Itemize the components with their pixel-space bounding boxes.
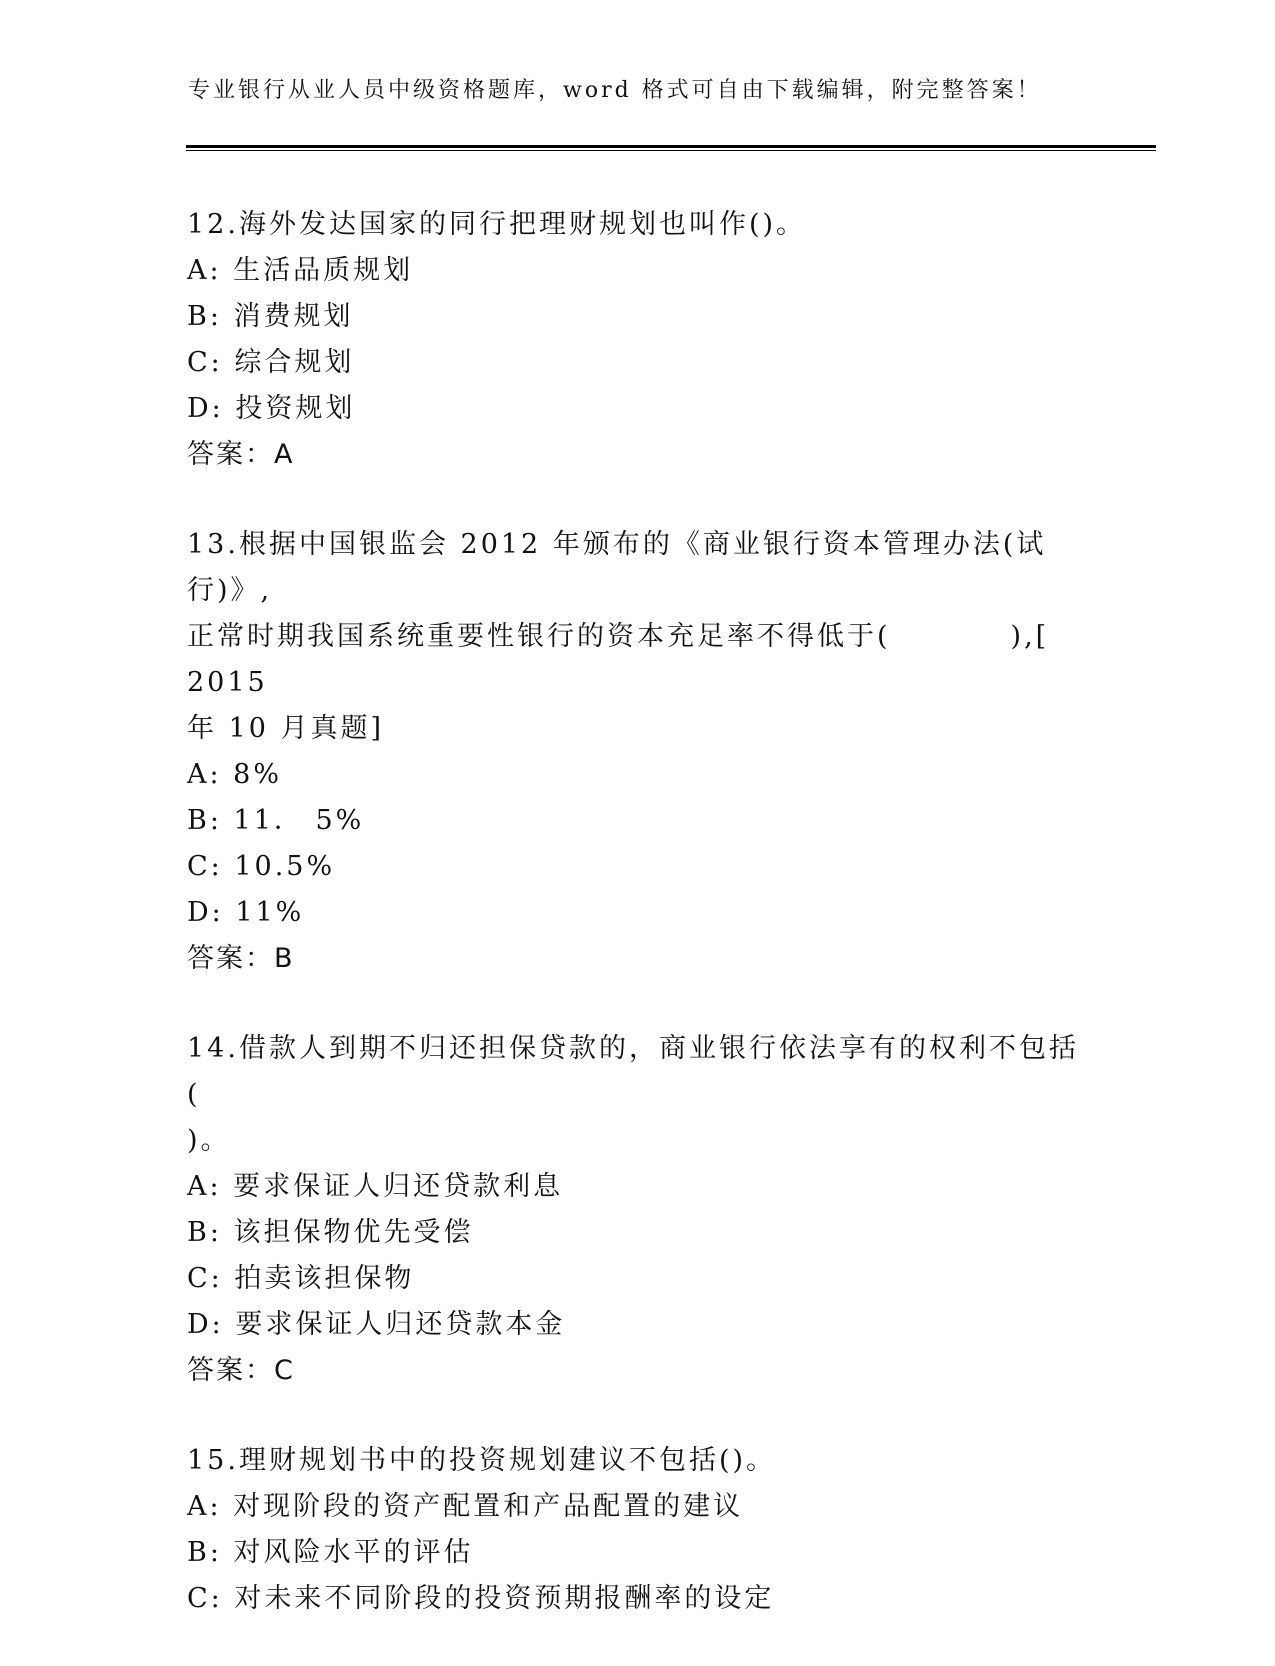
option-d: D: 要求保证人归还贷款本金: [187, 1309, 566, 1340]
question-stem: 12.海外发达国家的同行把理财规划也叫作()。: [187, 209, 807, 240]
header-divider: [186, 145, 1156, 153]
option-b: B: 消费规划: [187, 301, 354, 332]
question-stem-line-2: )。: [187, 1125, 231, 1156]
option-b: B: 11． 5%: [187, 805, 365, 836]
answer-line: 答案：A: [187, 439, 295, 470]
question-14: [187, 1026, 1087, 1394]
option-c: C: 10.5%: [187, 851, 336, 882]
option-b: B: 该担保物优先受偿: [187, 1217, 474, 1248]
answer-line: 答案：B: [187, 943, 295, 974]
option-c: C: 综合规划: [187, 347, 355, 378]
option-a: A: 8%: [187, 759, 283, 790]
question-stem-line-1: 14.借款人到期不归还担保贷款的，商业银行依法享有的权利不包括(: [187, 1033, 1079, 1110]
option-d: D: 投资规划: [187, 393, 356, 424]
option-a: A: 生活品质规划: [187, 255, 414, 286]
option-b: B: 对风险水平的评估: [187, 1537, 474, 1568]
option-c: C: 对未来不同阶段的投资预期报酬率的设定: [187, 1583, 775, 1614]
question-stem-line-3: 年 10 月真题]: [187, 713, 385, 744]
option-a: A: 对现阶段的资产配置和产品配置的建议: [187, 1491, 744, 1522]
question-list: [187, 202, 1087, 1666]
header-divider-thin: [186, 150, 1156, 151]
option-a: A: 要求保证人归还贷款利息: [187, 1171, 564, 1202]
question-stem-line-2: 正常时期我国系统重要性银行的资本充足率不得低于( ),[ 2015: [187, 621, 1050, 698]
option-c: C: 拍卖该担保物: [187, 1263, 415, 1294]
header-divider-thick: [186, 145, 1156, 148]
question-12: [187, 202, 1087, 478]
question-stem: 15.理财规划书中的投资规划建议不包括()。: [187, 1445, 777, 1476]
page-header-text: 专业银行从业人员中级资格题库，word 格式可自由下载编辑，附完整答案！: [188, 78, 1042, 103]
question-stem-line-1: 13.根据中国银监会 2012 年颁布的《商业银行资本管理办法(试行)》,: [187, 529, 1047, 606]
question-15: [187, 1438, 1087, 1622]
question-13: [187, 522, 1087, 982]
answer-line: 答案：C: [187, 1355, 295, 1386]
option-d: D: 11%: [187, 897, 305, 928]
